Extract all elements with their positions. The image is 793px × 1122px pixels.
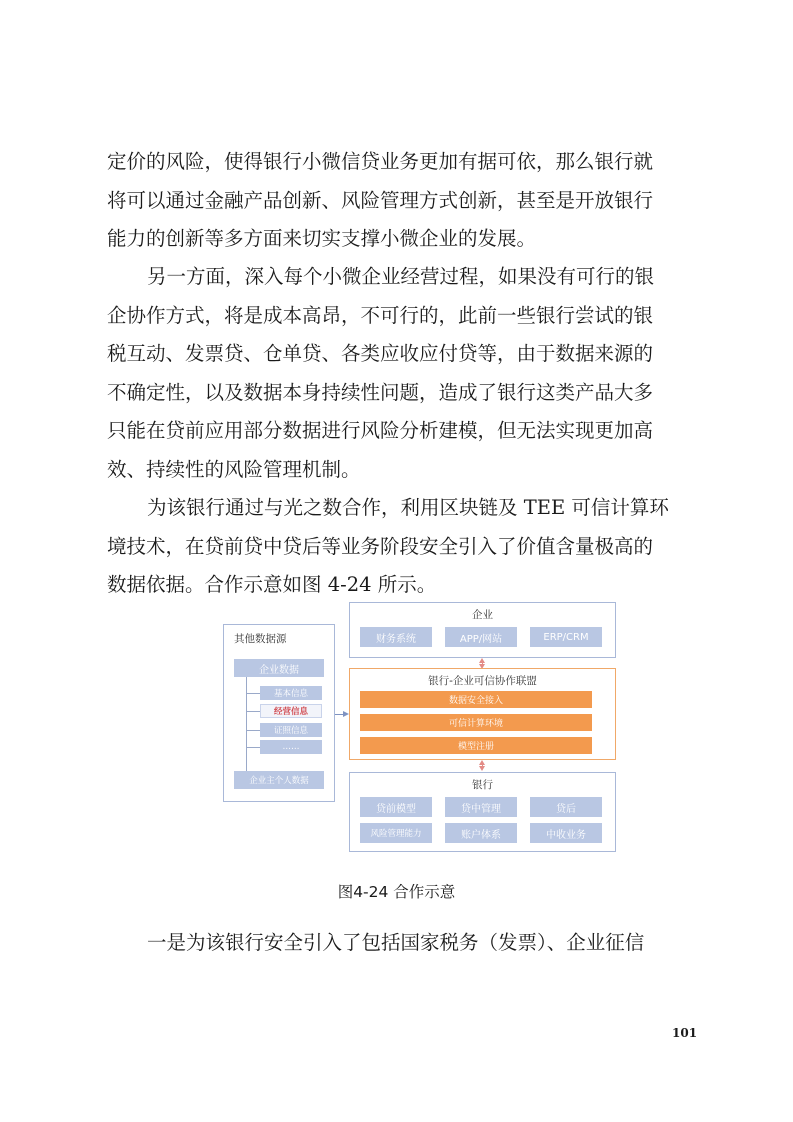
account-system-cell: 账户体系 xyxy=(445,823,517,843)
paragraph-2 xyxy=(107,258,693,489)
other-data-sources-title: 其他数据源 xyxy=(234,633,287,645)
paragraph-3 xyxy=(107,489,693,605)
intermediary-business-cell: 中收业务 xyxy=(530,823,602,843)
paragraph-line: 为该银行通过与光之数合作，利用区块链及 TEE 可信计算环 xyxy=(147,496,669,519)
paragraph-line: 定价的风险，使得银行小微信贷业务更加有据可依，那么银行就 xyxy=(107,150,654,173)
paragraph-line: 境技术，在贷前贷中贷后等业务阶段安全引入了价值含量极高的 xyxy=(107,534,654,558)
bank-title: 银行 xyxy=(472,779,493,791)
other-data-sources-box xyxy=(223,624,335,802)
owner-personal-data-cell: 企业主个人数据 xyxy=(234,771,324,789)
tree-connector xyxy=(246,693,260,694)
tree-connector xyxy=(246,677,247,773)
enterprise-data-cell: 企业数据 xyxy=(234,659,324,677)
in-loan-management-cell: 贷中管理 xyxy=(445,797,517,817)
arrow-down-icon xyxy=(479,766,485,771)
model-registry-bar: 模型注册 xyxy=(360,737,592,754)
alliance-title: 银行-企业可信协作联盟 xyxy=(428,675,537,687)
paragraph-line: 只能在贷前应用部分数据进行风险分析建模，但无法实现更加高 xyxy=(107,419,654,442)
paragraph-line: 将可以通过金融产品创新、风险管理方式创新，甚至是开放银行 xyxy=(107,188,654,212)
enterprise-box xyxy=(349,602,616,658)
risk-management-cell: 风险管理能力 xyxy=(360,823,432,843)
paragraph-line: 能力的创新等多方面来切实支撑小微企业的发展。 xyxy=(107,227,537,250)
finance-system-cell: 财务系统 xyxy=(360,627,432,647)
page-number: 101 xyxy=(672,1026,698,1040)
pre-loan-model-cell: 贷前模型 xyxy=(360,797,432,817)
post-loan-cell: 贷后 xyxy=(530,797,602,817)
secure-data-access-bar: 数据安全接入 xyxy=(360,691,592,708)
alliance-box xyxy=(349,668,616,760)
paragraph-line: 效、持续性的风险管理机制。 xyxy=(107,457,361,481)
tree-connector xyxy=(246,747,260,748)
figure-caption: 图4-24 合作示意 xyxy=(337,883,456,901)
paragraph-line: 另一方面，深入每个小微企业经营过程，如果没有可行的银 xyxy=(147,265,655,288)
app-website-cell: APP/网站 xyxy=(445,627,517,647)
license-info-item: 证照信息 xyxy=(260,723,322,737)
paragraph-line: 税互动、发票贷、仓单贷、各类应收应付贷等，由于数据来源的 xyxy=(107,342,654,365)
operation-info-item: 经营信息 xyxy=(260,704,322,718)
basic-info-item: 基本信息 xyxy=(260,686,322,700)
tree-connector xyxy=(246,711,260,712)
paragraph-line: 数据依据。合作示意如图 4-24 所示。 xyxy=(107,573,437,596)
trusted-computing-bar: 可信计算环境 xyxy=(360,714,592,731)
erp-crm-cell: ERP/CRM xyxy=(530,627,602,647)
paragraph-line: 一是为该银行安全引入了包括国家税务（发票）、企业征信 xyxy=(147,931,645,954)
cooperation-diagram xyxy=(223,600,616,852)
more-items: …… xyxy=(260,740,322,754)
paragraph-line: 企协作方式，将是成本高昂，不可行的，此前一些银行尝试的银 xyxy=(107,303,654,327)
paragraph-1 xyxy=(107,143,693,259)
paragraph-4 xyxy=(107,924,693,963)
tree-connector xyxy=(246,730,260,731)
enterprise-title: 企业 xyxy=(472,609,493,621)
bank-box xyxy=(349,772,616,852)
paragraph-line: 不确定性，以及数据本身持续性问题，造成了银行这类产品大多 xyxy=(107,380,654,404)
